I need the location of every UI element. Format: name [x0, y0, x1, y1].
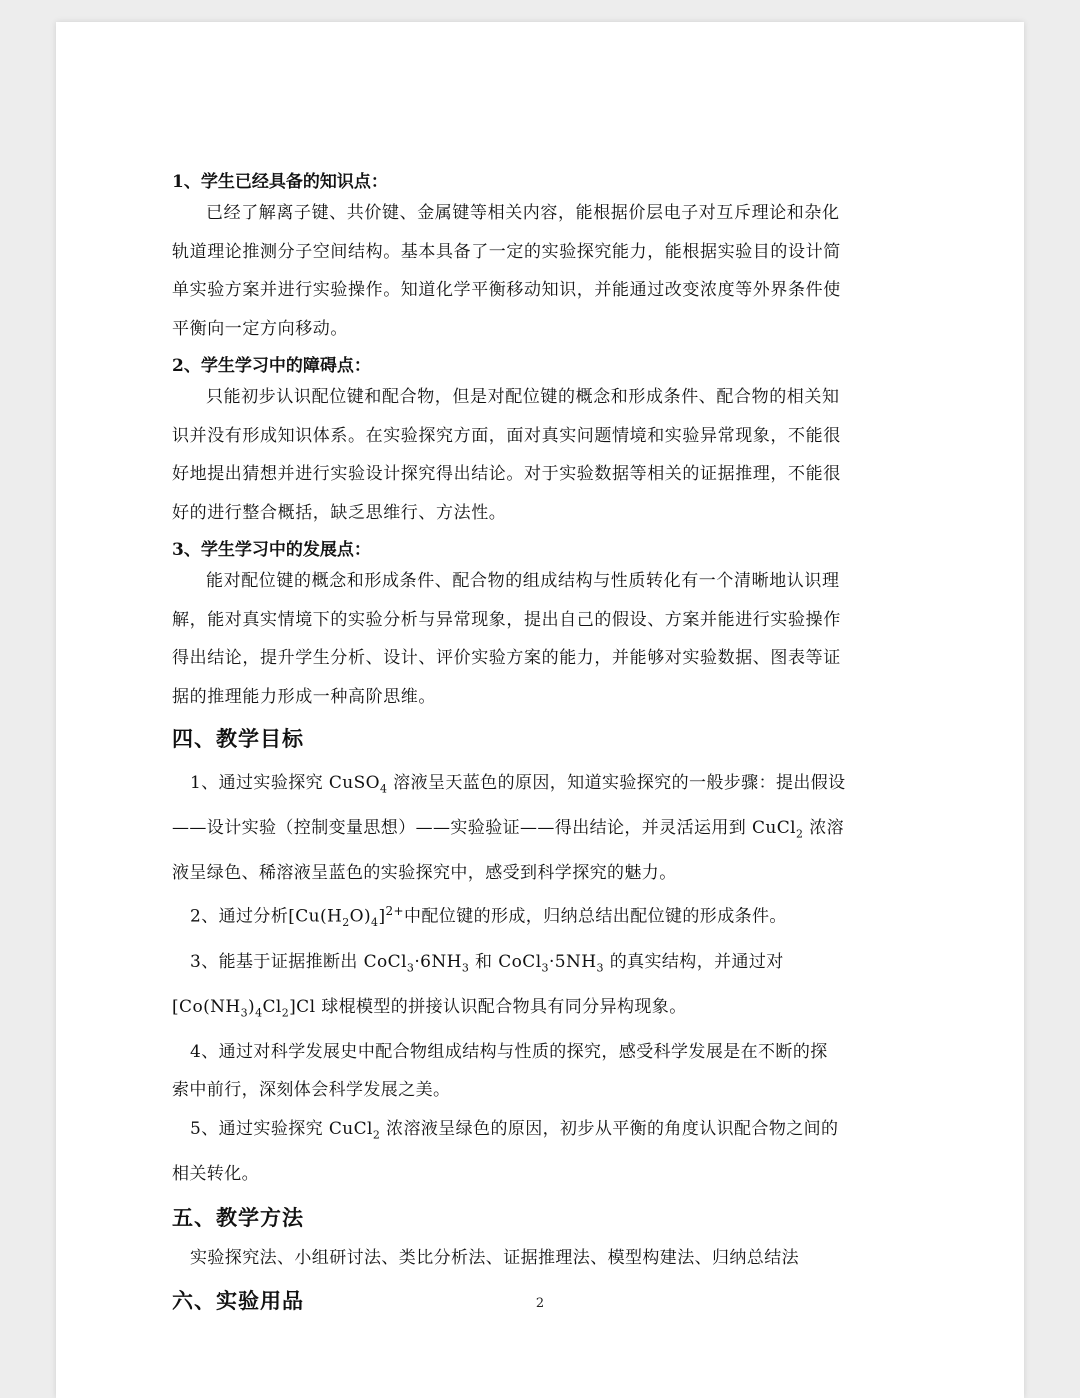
- text-line: 好地提出猜想并进行实验设计探究得出结论。对于实验数据等相关的证据推理，不能很: [172, 464, 841, 484]
- paragraph-known-knowledge: [172, 194, 912, 348]
- section-heading-teaching-goals: 四、教学目标: [172, 726, 304, 751]
- text-line: 解，能对真实情境下的实验分析与异常现象，提出自己的假设、方案并能进行实验操作: [172, 609, 841, 630]
- text-line: 相关转化。: [172, 1163, 259, 1184]
- text-line: 轨道理论推测分子空间结构。基本具备了一定的实验探究能力，能根据实验目的设计简: [172, 241, 841, 262]
- text-line: 实验探究法、小组研讨法、类比分析法、证据推理法、模型构建法、归纳总结法: [190, 1248, 799, 1268]
- paragraph-development: [172, 562, 912, 716]
- text-line: 只能初步认识配位键和配合物，但是对配位键的概念和形成条件、配合物的相关知: [206, 387, 840, 407]
- subheading-obstacles: 2、学生学习中的障碍点：: [172, 356, 371, 376]
- teaching-methods-text: [172, 1239, 912, 1278]
- text-line: ——设计实验（控制变量思想）——实验验证——得出结论，并灵活运用到 CuCl$_2$ 浓溶: [172, 817, 845, 841]
- section-heading-experiment-materials: 六、实验用品: [172, 1287, 304, 1313]
- text-line: 能对配位键的概念和形成条件、配合物的组成结构与性质转化有一个清晰地认识理: [206, 571, 840, 591]
- goal-4: [172, 1033, 912, 1110]
- page-content: [172, 140, 912, 1316]
- text-line: 索中前行，深刻体会科学发展之美。: [172, 1080, 451, 1101]
- text-line: 好的进行整合概括，缺乏思维行、方法性。: [172, 502, 507, 523]
- text-line: 单实验方案并进行实验操作。知道化学平衡移动知识，并能通过改变浓度等外界条件使: [172, 280, 841, 300]
- text-line: $[Co(NH_3)_4Cl_2]Cl$ 球棍模型的拼接认识配合物具有同分异构现象。: [172, 996, 687, 1020]
- text-line: 已经了解离子键、共价键、金属键等相关内容，能根据价层电子对互斥理论和杂化: [206, 203, 840, 223]
- text-line: 得出结论，提升学生分析、设计、评价实验方案的能力，并能够对实验数据、图表等证: [172, 648, 841, 668]
- text-line: 据的推理能力形成一种高阶思维。: [172, 686, 436, 707]
- page-number: 2: [535, 1296, 545, 1311]
- goal-1: [172, 764, 912, 892]
- text-line: 识并没有形成知识体系。在实验探究方面，面对真实问题情境和实验异常现象，不能很: [172, 425, 841, 446]
- text-line: 5、通过实验探究 CuCl$_2$ 浓溶液呈绿色的原因，初步从平衡的角度认识配合物之间的: [190, 1118, 839, 1141]
- text-line: 平衡向一定方向移动。: [172, 318, 348, 339]
- paragraph-obstacles: [172, 378, 912, 532]
- goal-5: [172, 1110, 912, 1193]
- goal-2: [172, 892, 912, 943]
- subheading-development: 3、学生学习中的发展点：: [172, 540, 371, 560]
- text-line: 1、通过实验探究 CuSO$_4$ 溶液呈天蓝色的原因，知道实验探究的一般步骤：提出假设: [190, 773, 846, 796]
- subheading-known-knowledge: 1、学生已经具备的知识点：: [172, 172, 388, 192]
- document-page: [56, 22, 1024, 1398]
- text-line: 3、能基于证据推断出 $CoCl_3\cdot 6NH_3$ 和 $CoCl_3\cdot 5NH_3$ 的真实结构，并通过对: [190, 951, 784, 975]
- goal-3: [172, 943, 912, 1033]
- section-heading-teaching-methods: 五、教学方法: [172, 1205, 304, 1230]
- text-line: 液呈绿色、稀溶液呈蓝色的实验探究中，感受到科学探究的魅力。: [172, 862, 677, 883]
- text-line: 4、通过对科学发展史中配合物组成结构与性质的探究，感受科学发展是在不断的探: [190, 1041, 828, 1062]
- text-line: 2、通过分析$[Cu(H_2O)_4]^{2+}$中配位键的形成，归纳总结出配位键的形成条件。: [190, 904, 787, 930]
